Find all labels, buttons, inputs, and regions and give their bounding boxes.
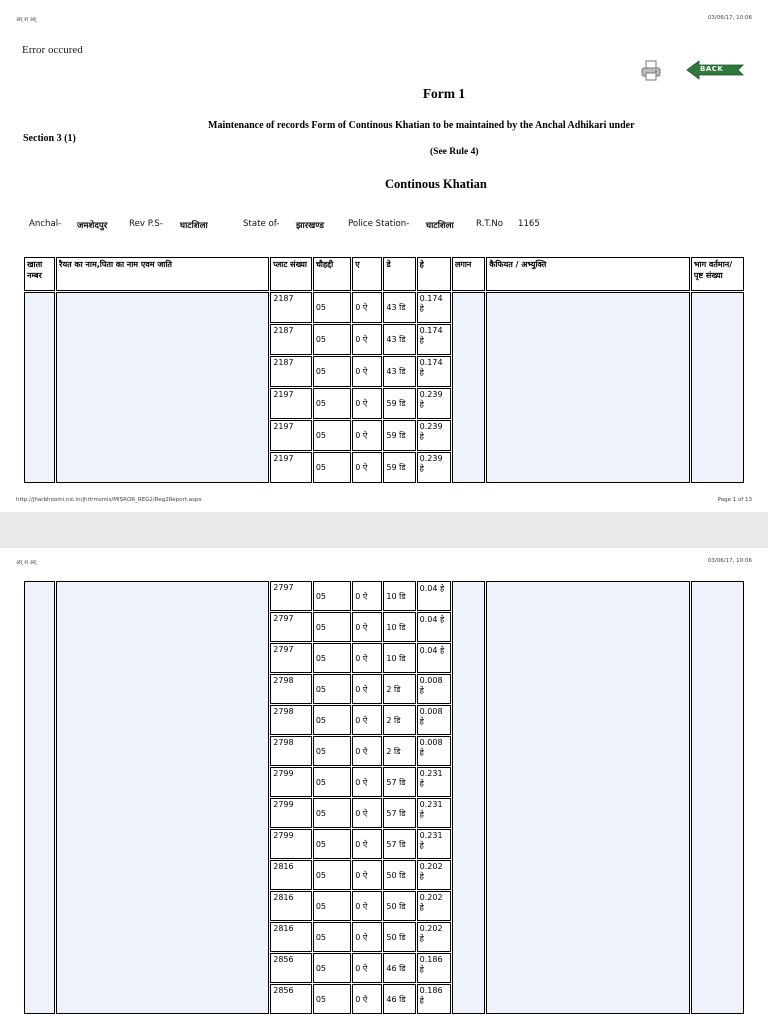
anchal-value: जमशेदपुर bbox=[77, 221, 108, 231]
table-cell: 59 डि bbox=[383, 388, 415, 419]
running-header-left: अर् श अर् bbox=[16, 17, 37, 23]
table-cell: 2856 bbox=[270, 953, 312, 983]
table-cell: 05 bbox=[313, 705, 351, 735]
empty-cell bbox=[24, 581, 55, 1014]
empty-cell bbox=[56, 581, 269, 1014]
empty-cell bbox=[486, 581, 690, 1014]
empty-cell bbox=[452, 581, 485, 1014]
column-header: भाग वर्तमान/ पृष्ट संख्या bbox=[691, 257, 744, 291]
revps-value: घाटशिला bbox=[180, 221, 208, 231]
table-cell: 2197 bbox=[270, 452, 312, 483]
table-cell: 0 ऐ bbox=[352, 388, 382, 419]
police-station-value: घाटशिला bbox=[426, 221, 454, 231]
rtno-label: R.T.No bbox=[476, 219, 504, 229]
section-label: Section 3 (1) bbox=[23, 133, 76, 144]
back-button[interactable] bbox=[686, 60, 744, 80]
table-cell: 50 डि bbox=[383, 891, 415, 921]
table-cell: 2197 bbox=[270, 388, 312, 419]
column-header: हे bbox=[417, 257, 451, 291]
table-cell: 05 bbox=[313, 736, 351, 766]
back-label: BACK bbox=[700, 65, 724, 73]
column-header: रैयत का नाम,पिता का नाम एवम जाति bbox=[56, 257, 269, 291]
table-cell: 0.239 हे bbox=[417, 452, 451, 483]
column-header: खाता नम्बर bbox=[24, 257, 55, 291]
table-cell: 0.231 हे bbox=[417, 767, 451, 797]
table-cell: 43 डि bbox=[383, 356, 415, 387]
table-cell: 05 bbox=[313, 767, 351, 797]
table-cell: 0 ऐ bbox=[352, 736, 382, 766]
table-cell: 0.239 हे bbox=[417, 388, 451, 419]
police-station-label: Police Station- bbox=[348, 219, 410, 229]
empty-cell bbox=[452, 292, 485, 483]
table-cell: 0 ऐ bbox=[352, 767, 382, 797]
anchal-label: Anchal- bbox=[29, 219, 62, 229]
table-cell: 05 bbox=[313, 922, 351, 952]
table-cell: 0.174 हे bbox=[417, 356, 451, 387]
table-cell: 0 ऐ bbox=[352, 420, 382, 451]
table-cell: 2816 bbox=[270, 922, 312, 952]
table-cell: 50 डि bbox=[383, 922, 415, 952]
table-cell: 05 bbox=[313, 984, 351, 1014]
table-cell: 05 bbox=[313, 324, 351, 355]
empty-cell bbox=[691, 581, 744, 1014]
table-cell: 59 डि bbox=[383, 420, 415, 451]
table-cell: 05 bbox=[313, 581, 351, 611]
table-cell: 0.174 हे bbox=[417, 324, 451, 355]
table-cell: 0 ऐ bbox=[352, 643, 382, 673]
column-header: प्लाट संख्या bbox=[270, 257, 312, 291]
table-cell: 05 bbox=[313, 452, 351, 483]
footer-url: http://jharbhoomi.nic.in/jhrlrmsmis/MISROR_REG2/Reg2Report.aspx bbox=[16, 497, 202, 503]
table-cell: 2797 bbox=[270, 643, 312, 673]
footer-page-number: Page 1 of 13 bbox=[717, 497, 752, 503]
empty-cell bbox=[691, 292, 744, 483]
revps-label: Rev P.S- bbox=[129, 219, 163, 229]
table-cell: 0 ऐ bbox=[352, 324, 382, 355]
table-cell: 2816 bbox=[270, 891, 312, 921]
table-cell: 05 bbox=[313, 891, 351, 921]
column-header: डे bbox=[383, 257, 415, 291]
table-cell: 0.008 हे bbox=[417, 674, 451, 704]
table-cell: 50 डि bbox=[383, 860, 415, 890]
table-cell: 05 bbox=[313, 292, 351, 323]
table-row bbox=[24, 292, 744, 323]
table-cell: 05 bbox=[313, 829, 351, 859]
column-header: ए bbox=[352, 257, 382, 291]
running-header-date: 03/06/17, 10:06 bbox=[707, 558, 752, 564]
printer-icon[interactable] bbox=[641, 60, 661, 82]
table-cell: 2799 bbox=[270, 767, 312, 797]
table-cell: 57 डि bbox=[383, 798, 415, 828]
table-cell: 0 ऐ bbox=[352, 292, 382, 323]
table-cell: 2798 bbox=[270, 705, 312, 735]
table-cell: 10 डि bbox=[383, 612, 415, 642]
table-cell: 0.04 हे bbox=[417, 612, 451, 642]
table-row bbox=[24, 581, 744, 611]
table-cell: 2797 bbox=[270, 612, 312, 642]
table-cell: 46 डि bbox=[383, 953, 415, 983]
table-cell: 0 ऐ bbox=[352, 705, 382, 735]
table-cell: 0 ऐ bbox=[352, 984, 382, 1014]
table-cell: 2798 bbox=[270, 736, 312, 766]
khatian-table bbox=[23, 256, 745, 484]
table-cell: 0 ऐ bbox=[352, 860, 382, 890]
table-cell: 46 डि bbox=[383, 984, 415, 1014]
table-cell: 0.202 हे bbox=[417, 860, 451, 890]
table-cell: 0.231 हे bbox=[417, 798, 451, 828]
running-header-date: 03/06/17, 10:06 bbox=[707, 15, 752, 21]
table-cell: 2856 bbox=[270, 984, 312, 1014]
table-cell: 2799 bbox=[270, 798, 312, 828]
table-cell: 0.231 हे bbox=[417, 829, 451, 859]
table-header-row bbox=[24, 257, 744, 291]
column-header: कैफियत / अभ्युक्ति bbox=[486, 257, 690, 291]
table-cell: 0 ऐ bbox=[352, 612, 382, 642]
table-cell: 05 bbox=[313, 674, 351, 704]
column-header: लगान bbox=[452, 257, 485, 291]
rule-reference: (See Rule 4) bbox=[430, 147, 479, 157]
table-cell: 0 ऐ bbox=[352, 581, 382, 611]
table-cell: 57 डि bbox=[383, 767, 415, 797]
error-message: Error occured bbox=[22, 44, 83, 56]
table-cell: 2816 bbox=[270, 860, 312, 890]
table-cell: 0 ऐ bbox=[352, 674, 382, 704]
state-value: झारखण्ड bbox=[296, 221, 324, 231]
table-cell: 05 bbox=[313, 356, 351, 387]
empty-cell bbox=[486, 292, 690, 483]
table-cell: 57 डि bbox=[383, 829, 415, 859]
state-label: State of- bbox=[243, 219, 280, 229]
empty-cell bbox=[56, 292, 269, 483]
table-cell: 05 bbox=[313, 798, 351, 828]
table-cell: 0 ऐ bbox=[352, 829, 382, 859]
table-cell: 2187 bbox=[270, 292, 312, 323]
table-cell: 0.008 हे bbox=[417, 736, 451, 766]
table-cell: 2798 bbox=[270, 674, 312, 704]
table-cell: 0 ऐ bbox=[352, 922, 382, 952]
table-cell: 05 bbox=[313, 643, 351, 673]
page-subtitle: Continous Khatian bbox=[385, 177, 487, 191]
table-cell: 2187 bbox=[270, 356, 312, 387]
table-cell: 0.202 हे bbox=[417, 891, 451, 921]
table-cell: 2799 bbox=[270, 829, 312, 859]
table-cell: 2 डि bbox=[383, 674, 415, 704]
table-cell: 0 ऐ bbox=[352, 891, 382, 921]
maintenance-heading: Maintenance of records Form of Continous Khatian to be maintained by the Anchal Adhikari under bbox=[208, 120, 635, 131]
table-cell: 0.186 हे bbox=[417, 953, 451, 983]
table-cell: 2 डि bbox=[383, 705, 415, 735]
table-cell: 05 bbox=[313, 860, 351, 890]
form-title: Form 1 bbox=[422, 86, 466, 101]
table-cell: 0 ऐ bbox=[352, 798, 382, 828]
table-cell: 0 ऐ bbox=[352, 452, 382, 483]
table-cell: 0.04 हे bbox=[417, 643, 451, 673]
table-cell: 2 डि bbox=[383, 736, 415, 766]
table-cell: 05 bbox=[313, 420, 351, 451]
table-cell: 0.174 हे bbox=[417, 292, 451, 323]
table-cell: 0 ऐ bbox=[352, 356, 382, 387]
table-cell: 05 bbox=[313, 388, 351, 419]
table-cell: 0.186 हे bbox=[417, 984, 451, 1014]
table-cell: 0.202 हे bbox=[417, 922, 451, 952]
table-cell: 43 डि bbox=[383, 292, 415, 323]
table-cell: 0.008 हे bbox=[417, 705, 451, 735]
table-cell: 05 bbox=[313, 953, 351, 983]
table-cell: 0.04 हे bbox=[417, 581, 451, 611]
rtno-value: 1165 bbox=[518, 219, 540, 229]
table-cell: 10 डि bbox=[383, 643, 415, 673]
report-page-2 bbox=[0, 548, 768, 1024]
column-header: चौहद्दी bbox=[313, 257, 351, 291]
empty-cell bbox=[24, 292, 55, 483]
table-cell: 0.239 हे bbox=[417, 420, 451, 451]
table-cell: 43 डि bbox=[383, 324, 415, 355]
running-header-left: अर् श अर् bbox=[16, 560, 37, 566]
table-cell: 10 डि bbox=[383, 581, 415, 611]
table-cell: 2797 bbox=[270, 581, 312, 611]
table-cell: 2197 bbox=[270, 420, 312, 451]
table-cell: 59 डि bbox=[383, 452, 415, 483]
table-cell: 05 bbox=[313, 612, 351, 642]
table-cell: 2187 bbox=[270, 324, 312, 355]
table-cell: 0 ऐ bbox=[352, 953, 382, 983]
khatian-table-continued bbox=[23, 580, 745, 1015]
